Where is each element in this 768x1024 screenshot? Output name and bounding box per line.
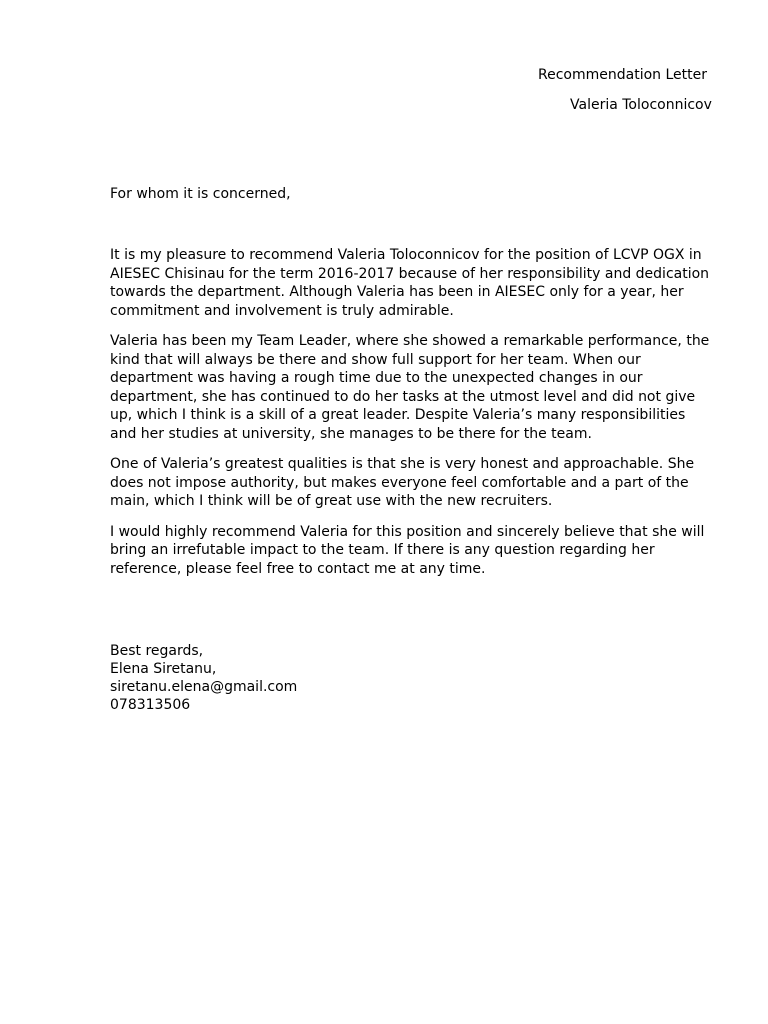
- signer-phone: 078313506: [110, 697, 191, 713]
- paragraph-2: Valeria has been my Team Leader, where she showed a remarkable performance, the kind that will always be there and show full support for her team. When our department was having a rough time due to the unexpected changes in our department, she has continued to do her tasks at the utmost level and did not give up, which I think is a skill of a great leader. Despite Valeria’s many responsibilities and her studies at university, she manages to be there for the team.: [110, 333, 710, 442]
- signer-name: Elena Siretanu,: [110, 661, 217, 677]
- letter-title: Recommendation Letter: [538, 67, 707, 83]
- signer-email: siretanu.elena@gmail.com: [110, 679, 298, 695]
- letter-greeting: For whom it is concerned,: [110, 186, 291, 202]
- paragraph-4: I would highly recommend Valeria for this position and sincerely believe that she will bring an irrefutable impact to the team. If there is any question regarding her reference, please feel free to contact me at any time.: [110, 523, 705, 577]
- letter-body: [110, 246, 714, 590]
- paragraph-3: One of Valeria’s greatest qualities is that she is very honest and approachable. She does not impose authority, but makes everyone feel comfortable and a part of the main, which I think will be of great use with the new recruiters.: [110, 456, 695, 509]
- closing-text: Best regards,: [110, 643, 204, 659]
- signature-block: [110, 642, 297, 714]
- letter-subject-name: Valeria Toloconnicov: [570, 97, 712, 113]
- paragraph-1: It is my pleasure to recommend Valeria Toloconnicov for the position of LCVP OGX in AIESEC Chisinau for the term 2016-2017 because of her responsibility and dedication towards the department. Although Valeria has been in AIESEC only for a year, her commitment and involvement is truly admirable.: [110, 247, 710, 319]
